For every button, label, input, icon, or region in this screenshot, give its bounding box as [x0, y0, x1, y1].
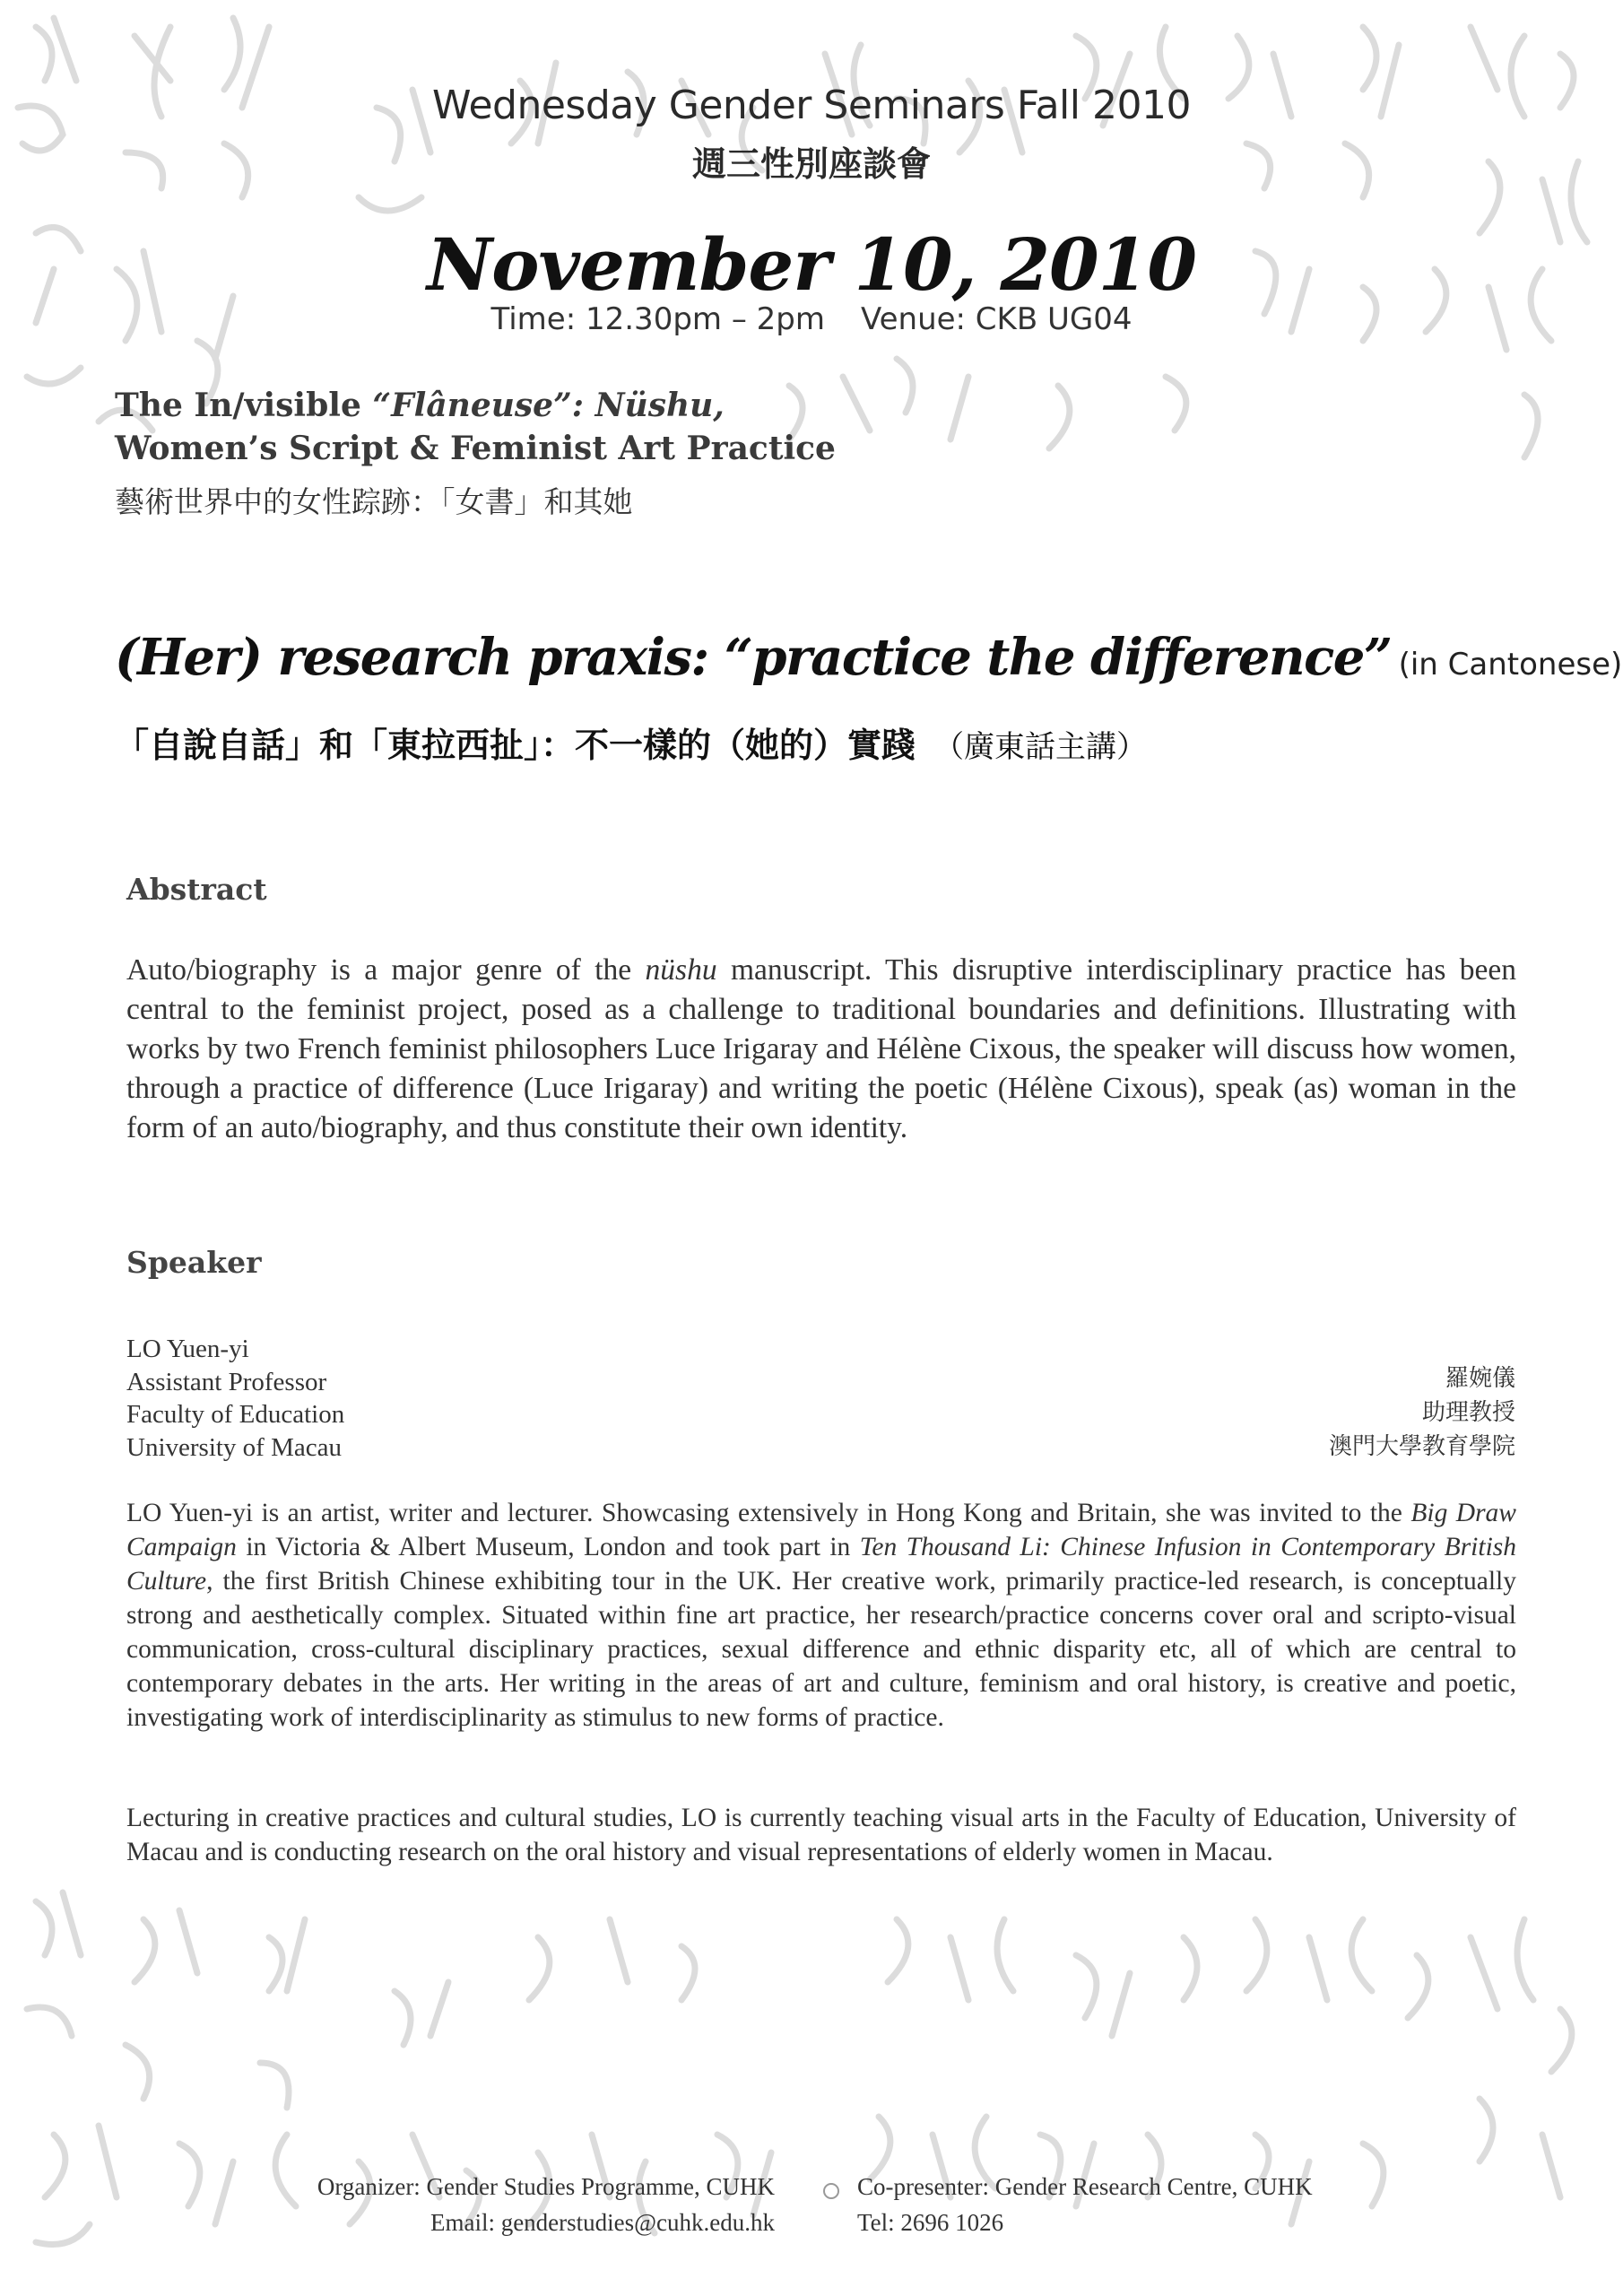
speaker-university: University of Macau — [126, 1432, 342, 1462]
abstract-text — [126, 951, 1516, 1148]
research-heading-zh — [115, 718, 1147, 767]
talk-title-zh: 藝術世界中的女性踪跡：「女書」和其她 — [115, 484, 633, 519]
bio1-part2: in Victoria & Albert Museum, London and took part in — [236, 1533, 860, 1561]
footer-organizer — [317, 2169, 775, 2240]
talk-title — [115, 384, 836, 470]
talk-title-part1: The In/visible — [115, 387, 373, 424]
bio1-part3: , the first British Chinese exhibiting tour in the UK. Her creative work, primarily practice-led research, is conceptually strong and aesthetically complex. Situated within fine art practice, her research/practice concerns cover oral and scripto-visual communication, cross-cultural disciplinary practices, sexual difference and ethnic disparity etc, all of which are central to contemporary debates in the arts. Her writing in the areas of art and culture, feminism and oral history, is creative and poetic, investigating work of interdisciplinarity as stimulus to new forms of practice. — [126, 1567, 1516, 1732]
bio1-italic-campaign: Big Draw Campaign — [126, 1499, 1516, 1561]
event-venue: Venue: CKB UG04 — [860, 301, 1133, 337]
series-title-zh: 週三性別座談會 — [691, 144, 931, 184]
speaker-position-zh: 助理教授 — [1421, 1399, 1515, 1426]
speaker-details — [126, 1333, 344, 1464]
speaker-bio-paragraph-2: Lecturing in creative practices and cultural studies, LO is currently teaching visual arts in the Faculty of Education, University of Macau and is conducting research on the oral history and visual representations of elderly women in Macau. — [126, 1804, 1516, 1866]
time-venue — [0, 301, 1623, 337]
research-language: (in Cantonese) — [1398, 647, 1623, 683]
speaker-position: Assistant Professor — [126, 1367, 327, 1396]
nushu-script-background-bottom — [0, 1866, 1623, 2296]
speaker-name: LO Yuen-yi — [126, 1335, 249, 1363]
research-heading — [115, 628, 1622, 687]
speaker-bio-paragraph-1 — [126, 1496, 1516, 1735]
abstract-heading: Abstract — [126, 872, 267, 907]
talk-title-italic: “Flâneuse”: Nüshu, — [372, 387, 725, 424]
speaker-faculty-zh: 澳門大學教育學院 — [1328, 1433, 1515, 1460]
research-title-zh: 「自說自話」和「東拉西扯」：不一樣的（她的）實踐 — [115, 726, 916, 765]
research-language-zh: （廣東話主講） — [933, 729, 1148, 765]
copresenter-text: Co-presenter: Gender Research Centre, CUHK — [857, 2173, 1313, 2200]
bio1-italic-exhibition: Ten Thousand Li: Chinese Infusion in Contemporary British Culture — [126, 1533, 1516, 1596]
speaker-details-zh — [1329, 1361, 1515, 1464]
footer-separator-dot — [823, 2183, 839, 2199]
speaker-faculty: Faculty of Education — [126, 1400, 345, 1429]
event-time: Time: 12.30pm – 2pm — [490, 301, 825, 337]
abstract-text-part2: manuscript. This disruptive interdisciplinary practice has been central to the feminist project, posed as a challenge to traditional boundaries and definitions. Illustrating with works by two French feminist philosophers Luce Irigaray and Hélène Cixous, the speaker will discuss how women, through a practice of difference (Luce Irigaray) and writing the poetic (Hélène Cixous), speak (as) woman in the form of an auto/biography, and thus constitute their own identity. — [126, 953, 1516, 1144]
event-date: November 10, 2010 — [426, 222, 1197, 307]
speaker-name-zh: 羅婉儀 — [1445, 1365, 1515, 1392]
series-title: Wednesday Gender Seminars Fall 2010 — [432, 83, 1191, 128]
footer-copresenter — [857, 2169, 1313, 2240]
abstract-text-italic: nüshu — [645, 953, 717, 987]
research-title: (Her) research praxis: “practice the difference” — [115, 628, 1392, 687]
organizer-email: Email: genderstudies@cuhk.edu.hk — [430, 2209, 775, 2236]
talk-title-line2: Women’s Script & Feminist Art Practice — [115, 430, 836, 467]
speaker-heading: Speaker — [126, 1245, 262, 1280]
copresenter-tel: Tel: 2696 1026 — [857, 2209, 1004, 2236]
bio1-part1: LO Yuen-yi is an artist, writer and lecturer. Showcasing extensively in Hong Kong and Britain, she was invited to the — [126, 1499, 1411, 1527]
organizer-text: Organizer: Gender Studies Programme, CUHK — [317, 2173, 775, 2200]
abstract-text-part1: Auto/biography is a major genre of the — [126, 953, 646, 987]
